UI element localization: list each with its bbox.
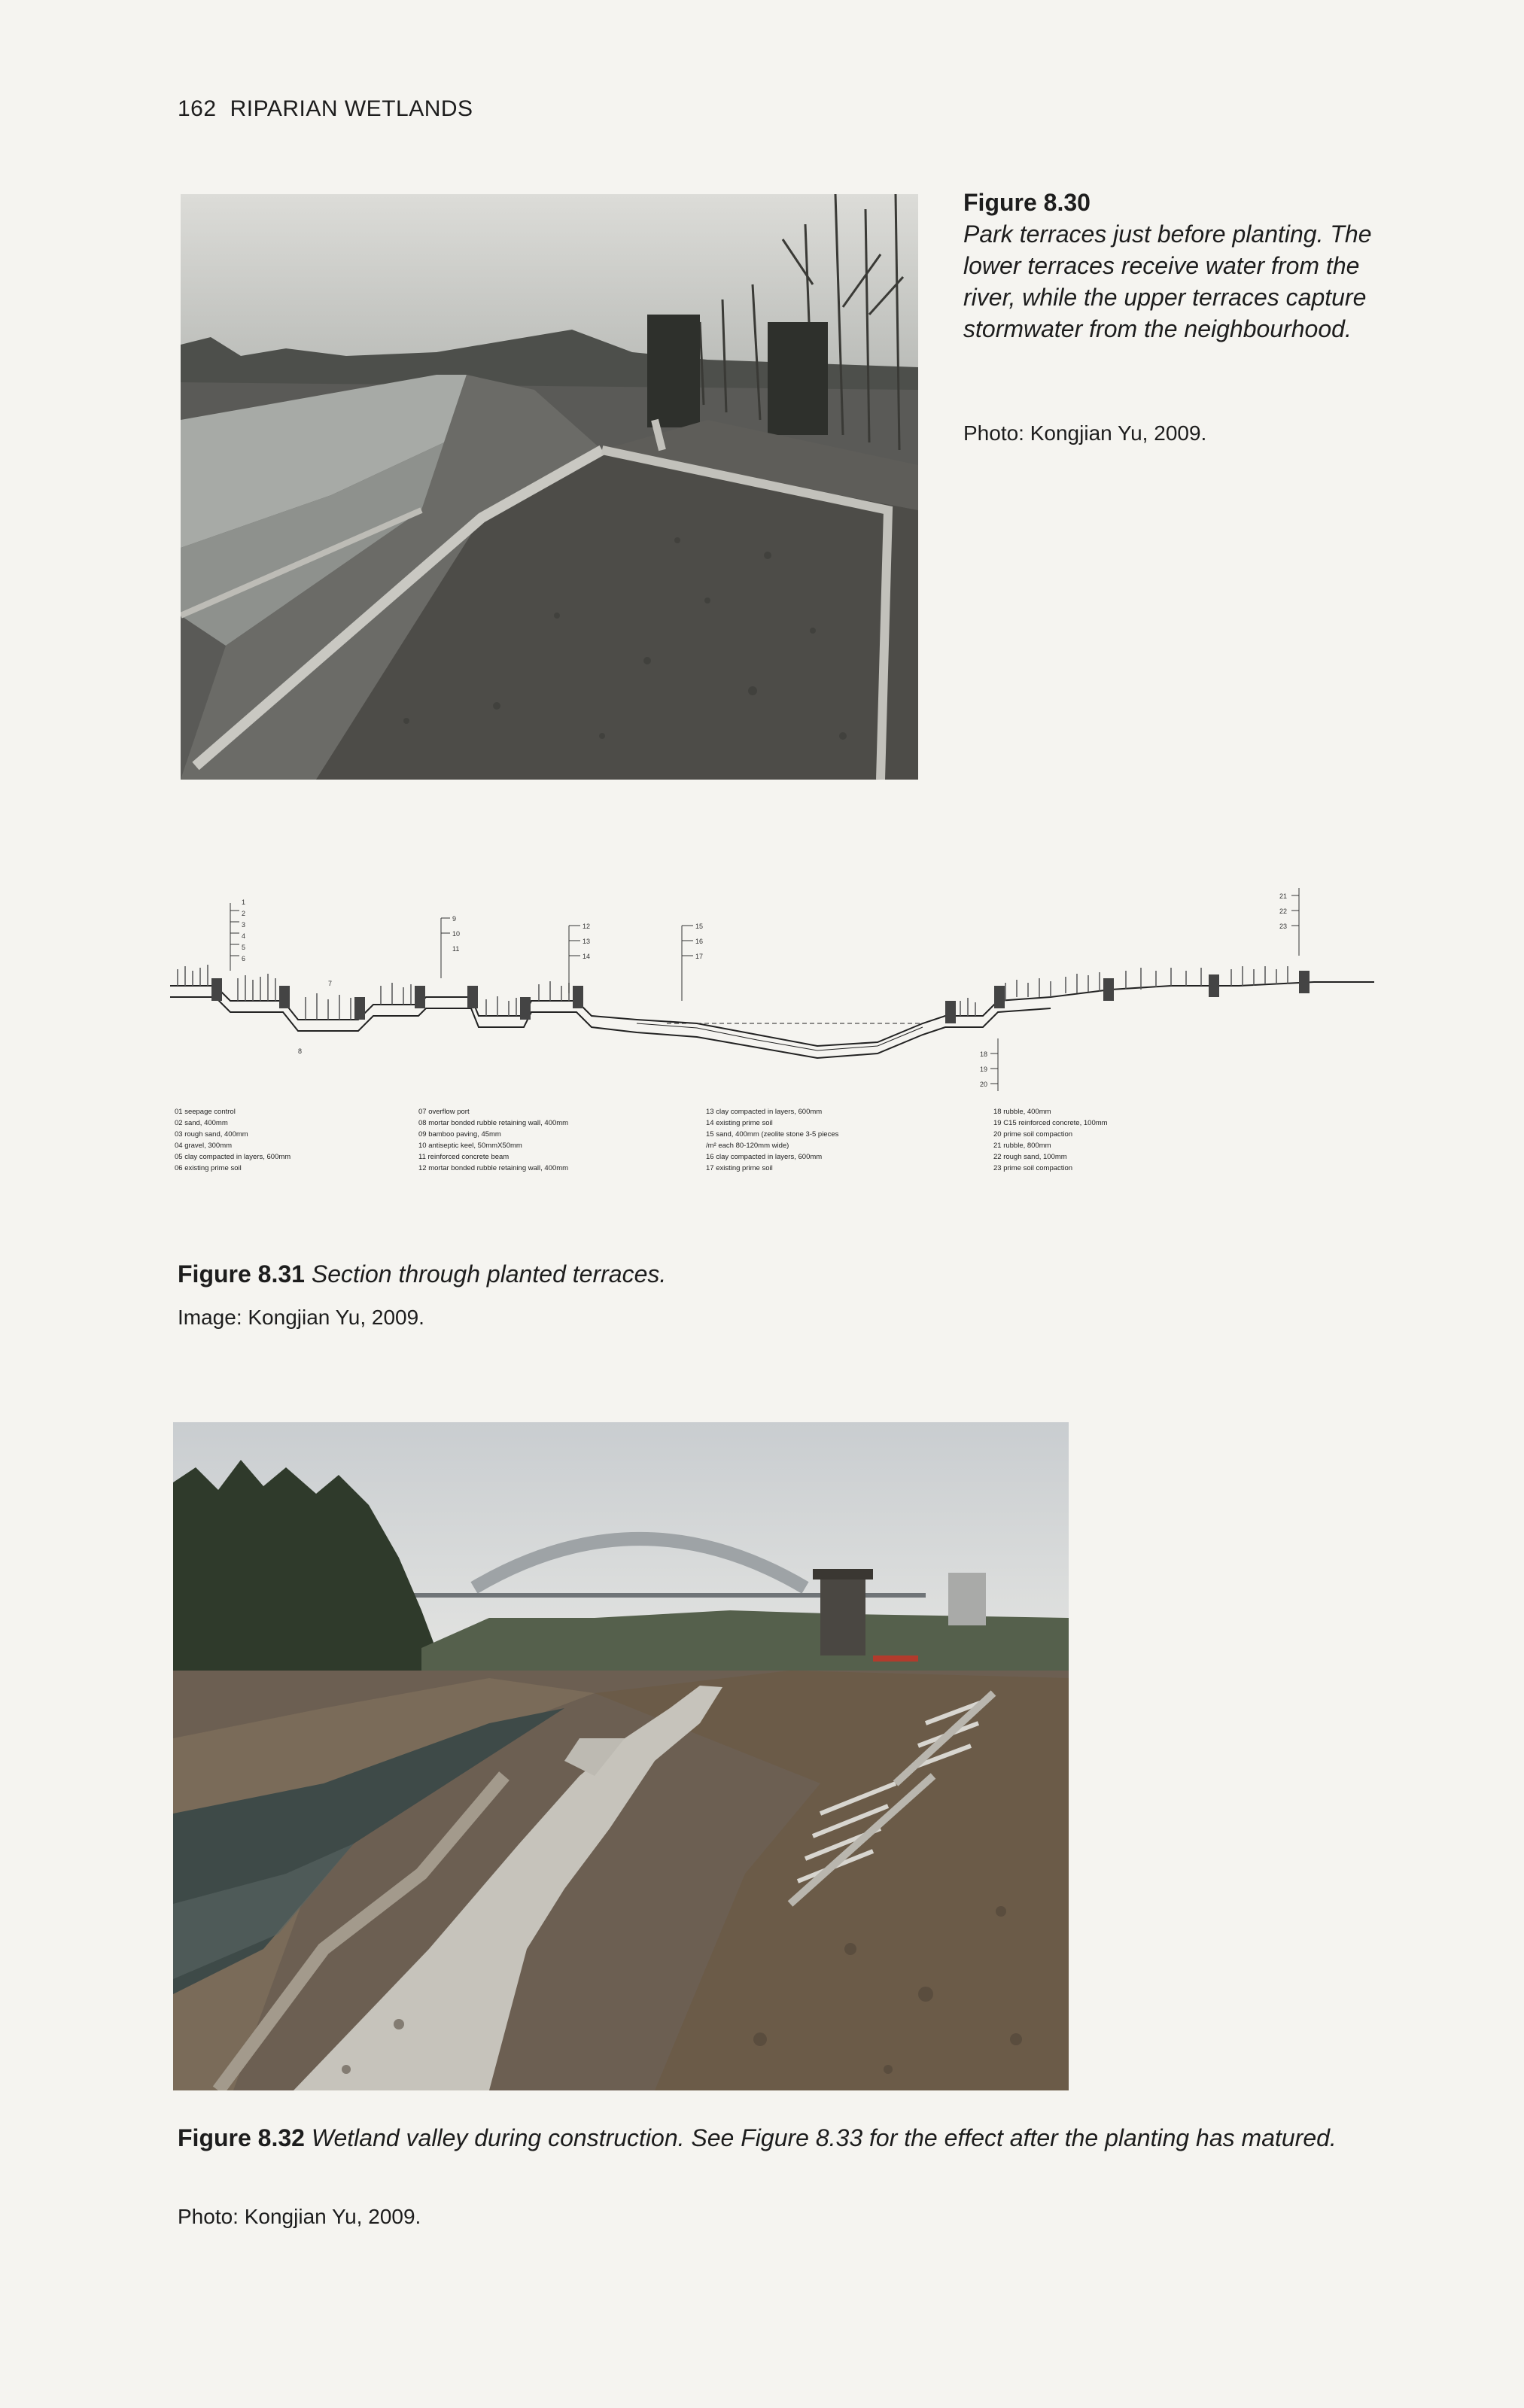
- legend-item: 17 existing prime soil: [706, 1164, 773, 1172]
- figure-8-31-section-drawing: [170, 873, 1374, 1114]
- svg-text:11: 11: [452, 945, 460, 953]
- figure-8-32-photo: [173, 1422, 1069, 2090]
- legend-item: 11 reinforced concrete beam: [418, 1153, 510, 1161]
- svg-text:14: 14: [583, 953, 591, 960]
- running-title: RIPARIAN WETLANDS: [230, 96, 473, 121]
- svg-text:7: 7: [328, 980, 333, 987]
- section-legend-column-1: [175, 1106, 291, 1174]
- figure-number: Figure 8.32: [178, 2124, 305, 2151]
- legend-item: 23 prime soil compaction: [993, 1164, 1073, 1172]
- svg-text:19: 19: [980, 1066, 988, 1073]
- running-head: [178, 96, 473, 122]
- svg-text:20: 20: [980, 1081, 988, 1088]
- section-legend-column-3: [706, 1106, 838, 1174]
- svg-text:2: 2: [242, 910, 246, 917]
- legend-item: 22 rough sand, 100mm: [993, 1153, 1067, 1161]
- legend-item: 05 clay compacted in layers, 600mm: [175, 1153, 291, 1161]
- svg-text:1: 1: [242, 898, 246, 906]
- legend-item: 04 gravel, 300mm: [175, 1142, 233, 1150]
- figure-8-30-credit: Photo: Kongjian Yu, 2009.: [963, 421, 1207, 445]
- legend-item: 21 rubble, 800mm: [993, 1142, 1051, 1150]
- figure-8-32-caption: [178, 2122, 1352, 2154]
- legend-item: 12 mortar bonded rubble retaining wall, 400mm: [418, 1164, 569, 1172]
- svg-text:4: 4: [242, 932, 246, 940]
- figure-8-30-photo: [181, 194, 918, 780]
- svg-text:16: 16: [695, 938, 704, 945]
- svg-text:12: 12: [583, 923, 591, 930]
- legend-item: 14 existing prime soil: [706, 1119, 773, 1127]
- caption-text: Wetland valley during construction. See Figure 8.33 for the effect after the planting has matured.: [311, 2124, 1337, 2151]
- legend-item: 06 existing prime soil: [175, 1164, 242, 1172]
- figure-8-30-caption: [963, 187, 1385, 345]
- svg-text:3: 3: [242, 921, 246, 929]
- legend-item: 19 C15 reinforced concrete, 100mm: [993, 1119, 1108, 1127]
- legend-item: 20 prime soil compaction: [993, 1130, 1073, 1139]
- legend-item: 03 rough sand, 400mm: [175, 1130, 248, 1139]
- svg-text:21: 21: [1279, 892, 1288, 900]
- legend-item: 07 overflow port: [418, 1108, 470, 1116]
- figure-number: Figure 8.31: [178, 1260, 305, 1288]
- legend-item: 10 antiseptic keel, 50mmX50mm: [418, 1142, 522, 1150]
- section-legend-column-2: [418, 1106, 568, 1174]
- figure-number: Figure 8.30: [963, 189, 1091, 216]
- caption-text: Park terraces just before planting. The lower terraces receive water from the river, while the upper terraces capture stormwater from the neighbourhood.: [963, 220, 1372, 342]
- caption-text: Section through planted terraces.: [311, 1260, 667, 1288]
- svg-text:13: 13: [583, 938, 591, 945]
- page-number: 162: [178, 96, 217, 121]
- section-legend-column-4: [993, 1106, 1108, 1174]
- legend-item: 16 clay compacted in layers, 600mm: [706, 1153, 823, 1161]
- svg-text:5: 5: [242, 944, 246, 951]
- legend-item: 15 sand, 400mm (zeolite stone 3-5 pieces: [706, 1130, 839, 1139]
- svg-text:15: 15: [695, 923, 704, 930]
- svg-text:23: 23: [1279, 923, 1288, 930]
- figure-8-31-caption: [178, 1258, 666, 1290]
- svg-text:8: 8: [298, 1047, 303, 1055]
- legend-item: 01 seepage control: [175, 1108, 236, 1116]
- legend-item: 13 clay compacted in layers, 600mm: [706, 1108, 823, 1116]
- legend-item: /m² each 80-120mm wide): [706, 1142, 789, 1150]
- figure-8-32-credit: Photo: Kongjian Yu, 2009.: [178, 2205, 421, 2228]
- legend-item: 18 rubble, 400mm: [993, 1108, 1051, 1116]
- svg-text:17: 17: [695, 953, 704, 960]
- legend-item: 09 bamboo paving, 45mm: [418, 1130, 501, 1139]
- svg-text:10: 10: [452, 930, 461, 938]
- legend-item: 08 mortar bonded rubble retaining wall, 400mm: [418, 1119, 569, 1127]
- svg-text:9: 9: [452, 915, 457, 923]
- svg-text:6: 6: [242, 955, 246, 962]
- legend-item: 02 sand, 400mm: [175, 1119, 228, 1127]
- svg-text:18: 18: [980, 1050, 988, 1058]
- svg-text:22: 22: [1279, 908, 1288, 915]
- figure-8-31-credit: Image: Kongjian Yu, 2009.: [178, 1306, 424, 1329]
